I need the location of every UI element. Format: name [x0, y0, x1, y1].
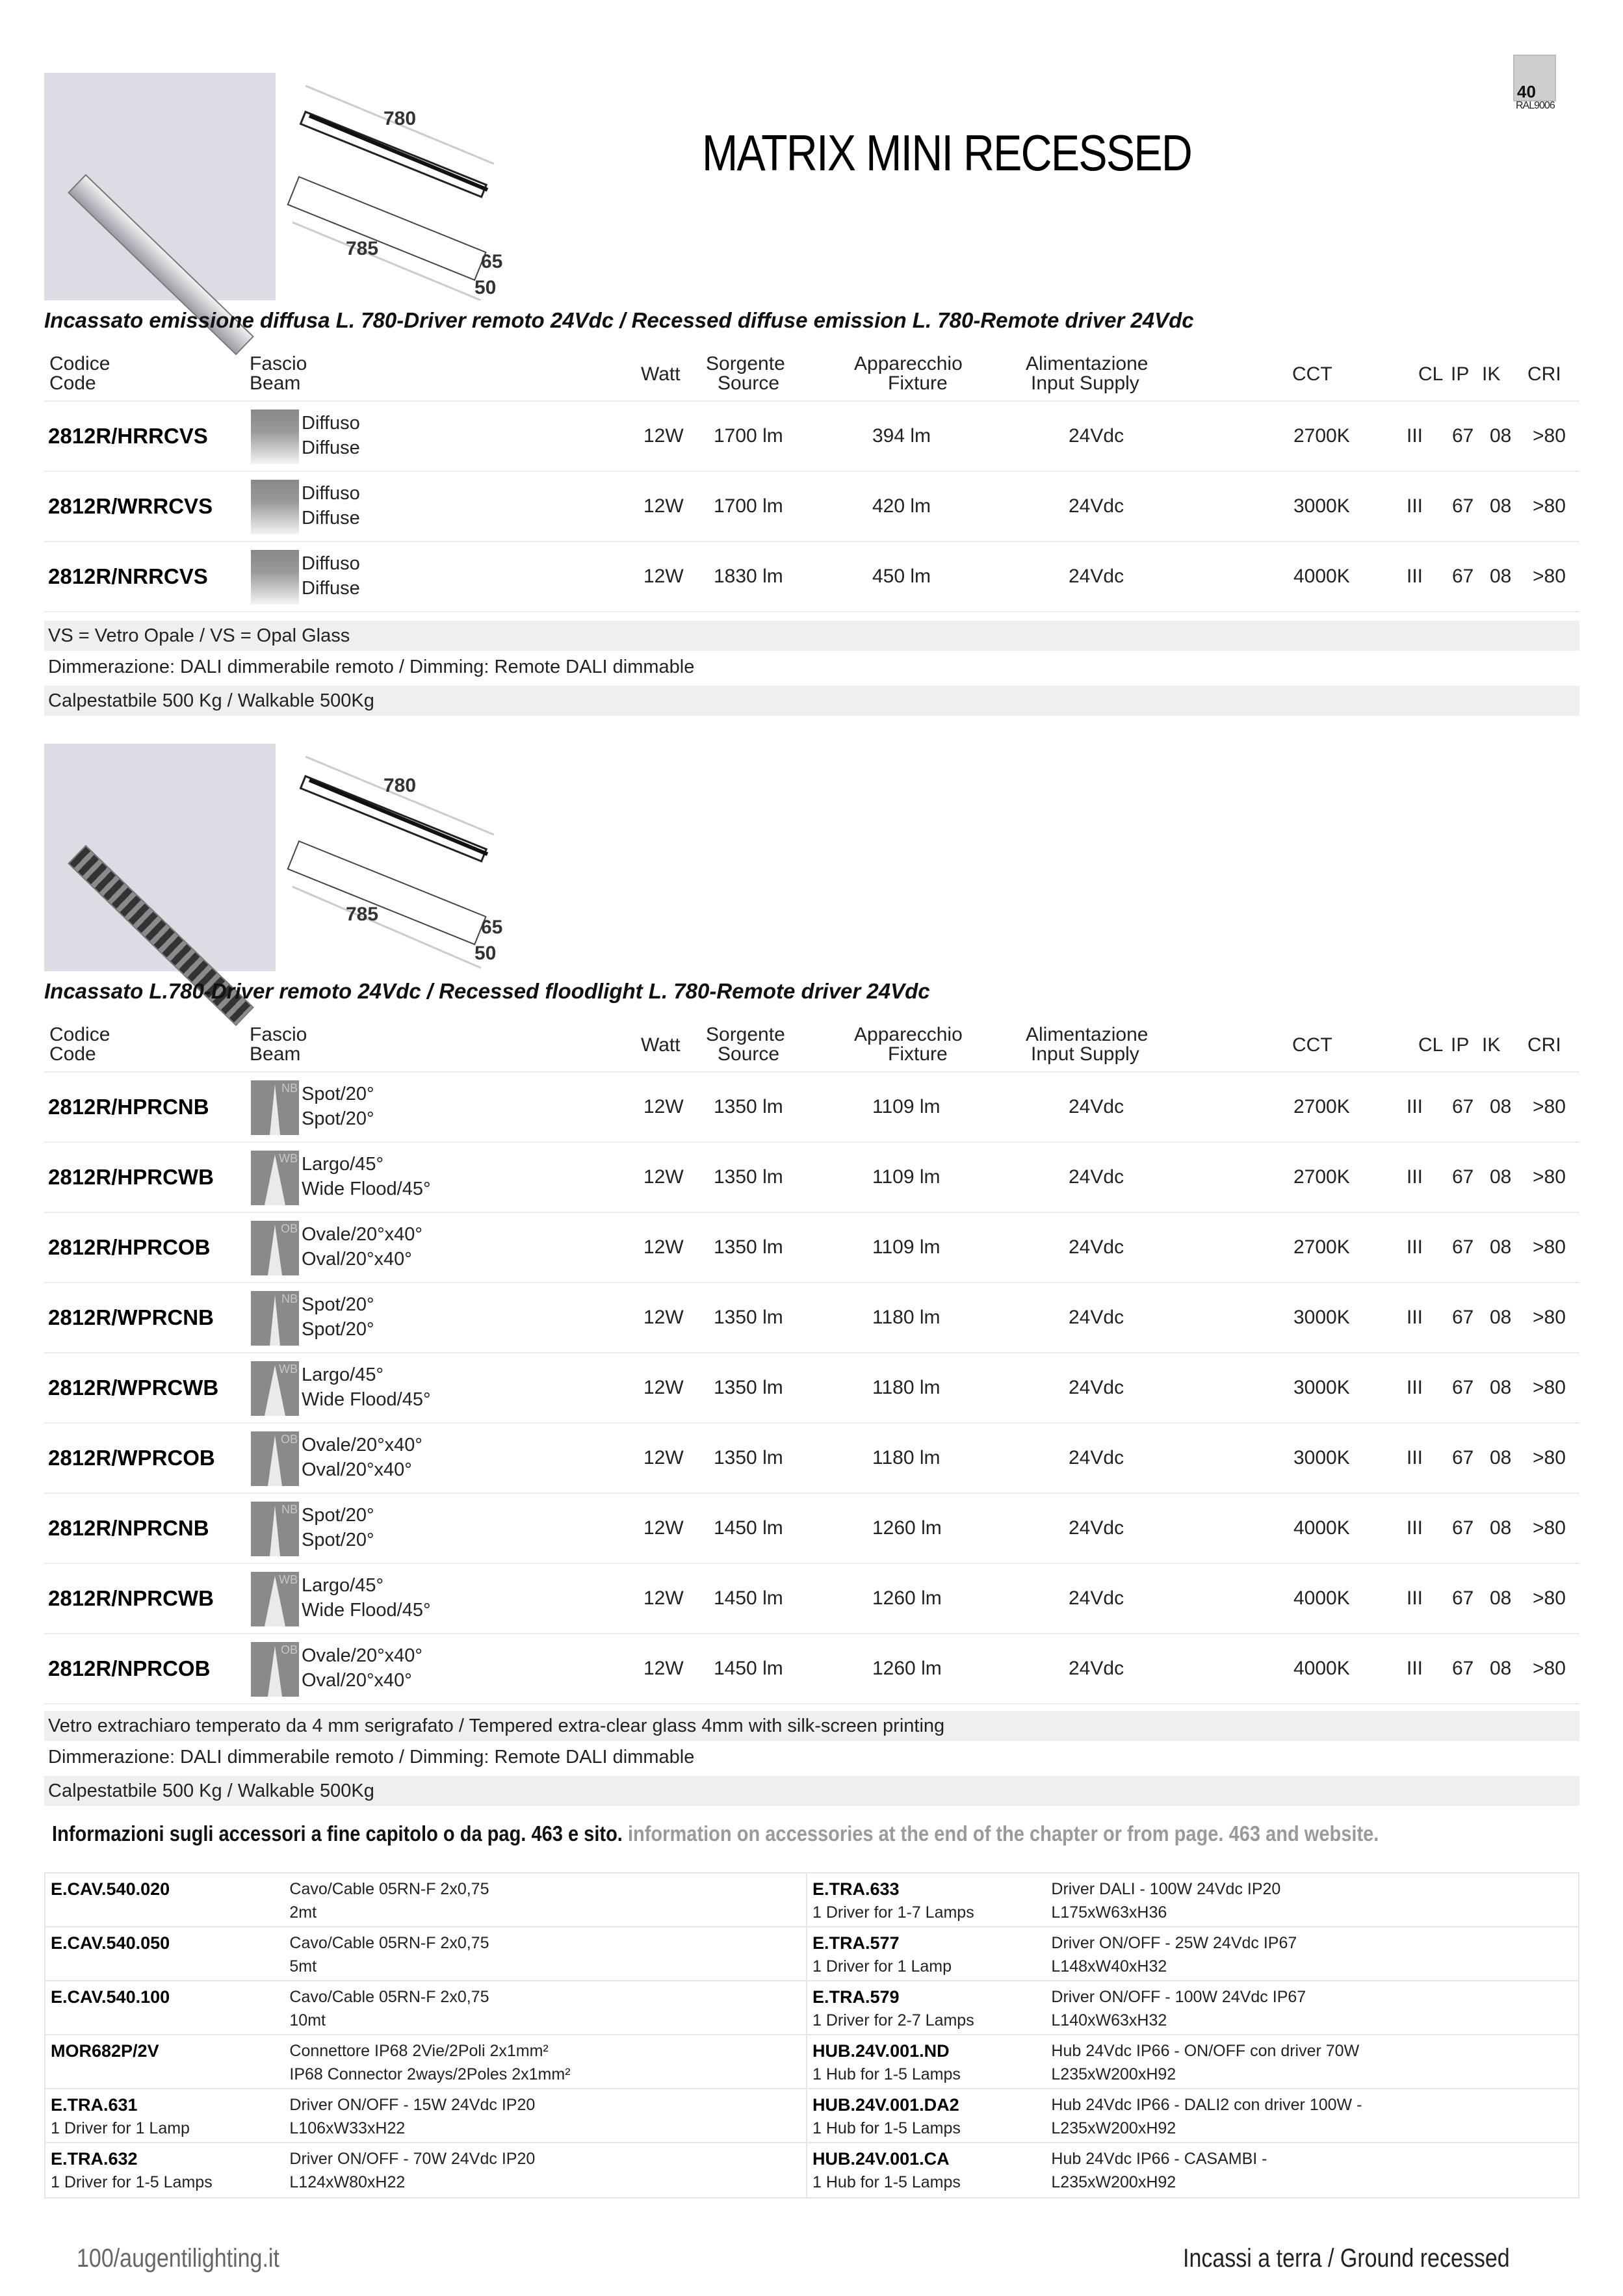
svg-text:50: 50 — [474, 943, 497, 964]
svg-text:50: 50 — [474, 277, 497, 298]
footer-website: 100/augentilighting.it — [77, 2244, 279, 2273]
oval-beam-icon: OB — [251, 1642, 299, 1697]
wide-flood-beam-icon: WB — [251, 1361, 299, 1416]
oval-beam-icon: OB — [251, 1221, 299, 1275]
spec-table-diffuse — [44, 350, 1579, 612]
accessory-row: MOR682P/2V Connettore IP68 2Vie/2Poli 2x1mm² IP68 Connector 2ways/2Poles 2x1mm² HUB.24V.001.ND 1 Hub for 1-5 Lamps Hub 24Vdc IP66 - ON/OFF con driver 70W L235xW200xH92 — [45, 2035, 1578, 2089]
product-code: 2812R/WPRCNB — [48, 1305, 214, 1329]
table-row: 2812R/NRRCVS Diffuso Diffuse 12W 1830 lm 450 lm 24Vdc 4000K III 67 08 >80 — [44, 542, 1579, 612]
product-code: 2812R/HPRCNB — [48, 1095, 209, 1119]
accessory-row: E.TRA.632 1 Driver for 1-5 Lamps Driver ON/OFF - 70W 24Vdc IP20 L124xW80xH22 HUB.24V.001.CA 1 Hub for 1-5 Lamps Hub 24Vdc IP66 - CASAMBI - L235xW200xH92 — [45, 2143, 1578, 2197]
note-dimming: Dimmerazione: DALI dimmerabile remoto / Dimming: Remote DALI dimmable — [48, 657, 695, 677]
note-glass: Vetro extrachiaro temperato da 4 mm serigrafato / Tempered extra-clear glass 4mm with silk-screen printing — [44, 1711, 1579, 1741]
accessory-row: E.TRA.631 1 Driver for 1 Lamp Driver ON/OFF - 15W 24Vdc IP20 L106xW33xH22 HUB.24V.001.DA2 1 Hub for 1-5 Lamps Hub 24Vdc IP66 - DALI2 con driver 100W - L235xW200xH92 — [45, 2089, 1578, 2143]
table-row: 2812R/WPRCWB WB Largo/45° Wide Flood/45° 12W 1350 lm 1180 lm 24Vdc 3000K III 67 08 >80 — [44, 1353, 1579, 1424]
note-dimming: Dimmerazione: DALI dimmerabile remoto / Dimming: Remote DALI dimmable — [48, 1747, 695, 1768]
product-code: 2812R/NPRCOB — [48, 1656, 211, 1680]
product-code: 2812R/HPRCWB — [48, 1165, 214, 1189]
note-glass: VS = Vetro Opale / VS = Opal Glass — [44, 621, 1579, 651]
dimension-drawing-floodlight — [286, 744, 520, 971]
product-code: 2812R/WPRCWB — [48, 1376, 219, 1400]
section-heading-floodlight: Incassato L.780-Driver remoto 24Vdc / Recessed floodlight L. 780-Remote driver 24Vdc — [44, 979, 930, 1003]
product-code: 2812R/WPRCOB — [48, 1446, 215, 1470]
product-code: 2812R/NPRCNB — [48, 1516, 209, 1540]
svg-text:780: 780 — [383, 108, 417, 129]
section-heading-diffuse: Incassato emissione diffusa L. 780-Driver remoto 24Vdc / Recessed diffuse emission L. 780-Remote driver 24Vdc — [44, 308, 1194, 332]
table-row: 2812R/NPRCWB WB Largo/45° Wide Flood/45° 12W 1450 lm 1260 lm 24Vdc 4000K III 67 08 >80 — [44, 1564, 1579, 1634]
svg-text:785: 785 — [346, 904, 379, 925]
accessories-table — [44, 1872, 1579, 2198]
spot-beam-icon: NB — [251, 1080, 299, 1135]
svg-text:65: 65 — [481, 251, 503, 272]
page-number: 40 — [1517, 82, 1536, 101]
product-code: 2812R/NPRCWB — [48, 1586, 214, 1610]
accessories-info: Informazioni sugli accessori a fine capitolo o da pag. 463 e sito. information on accessories at the end of the chapter or from page. 463 and website. — [52, 1821, 1379, 1846]
accessory-row: E.CAV.540.100 Cavo/Cable 05RN-F 2x0,75 10mt E.TRA.579 1 Driver for 2-7 Lamps Driver ON/OFF - 100W 24Vdc IP67 L140xW63xH32 — [45, 1981, 1578, 2035]
spec-table-header: Codice Code Fascio Beam Watt Sorgente Source Apparecchio Fixture Alimentazione Input Supply CCT CL IP IK CRI — [44, 1021, 1579, 1073]
spot-beam-icon: NB — [251, 1502, 299, 1556]
footer-section: Incassi a terra / Ground recessed — [1183, 2244, 1510, 2273]
svg-text:780: 780 — [383, 775, 417, 796]
note-walkable: Calpestatbile 500 Kg / Walkable 500Kg — [44, 686, 1579, 716]
product-code: 2812R/HPRCOB — [48, 1235, 211, 1259]
svg-text:65: 65 — [481, 917, 503, 938]
finish-label: RAL9006 — [1516, 100, 1555, 111]
accessory-row: E.CAV.540.020 Cavo/Cable 05RN-F 2x0,75 2mt E.TRA.633 1 Driver for 1-7 Lamps Driver DALI - 100W 24Vdc IP20 L175xW63xH36 — [45, 1873, 1578, 1927]
note-walkable: Calpestatbile 500 Kg / Walkable 500Kg — [44, 1776, 1579, 1806]
table-row: 2812R/NPRCOB OB Ovale/20°x40° Oval/20°x40° 12W 1450 lm 1260 lm 24Vdc 4000K III 67 08 >80 — [44, 1634, 1579, 1704]
diffuse-beam-icon — [251, 410, 299, 464]
dimension-drawing-diffuse — [286, 73, 520, 300]
table-row: 2812R/HRRCVS Diffuso Diffuse 12W 1700 lm 394 lm 24Vdc 2700K III 67 08 >80 — [44, 402, 1579, 472]
product-photo-diffuse — [44, 73, 276, 300]
table-row: 2812R/HPRCOB OB Ovale/20°x40° Oval/20°x40° 12W 1350 lm 1109 lm 24Vdc 2700K III 67 08 >80 — [44, 1213, 1579, 1283]
table-row: 2812R/WPRCOB OB Ovale/20°x40° Oval/20°x40° 12W 1350 lm 1180 lm 24Vdc 3000K III 67 08 >80 — [44, 1424, 1579, 1494]
spot-beam-icon: NB — [251, 1291, 299, 1346]
product-code: 2812R/NRRCVS — [48, 564, 208, 588]
diffuse-beam-icon — [251, 550, 299, 605]
product-code: 2812R/WRRCVS — [48, 494, 213, 518]
page-title: MATRIX MINI RECESSED — [702, 124, 1192, 181]
wide-flood-beam-icon: WB — [251, 1572, 299, 1626]
accessory-row: E.CAV.540.050 Cavo/Cable 05RN-F 2x0,75 5mt E.TRA.577 1 Driver for 1 Lamp Driver ON/OFF - 25W 24Vdc IP67 L148xW40xH32 — [45, 1927, 1578, 1981]
table-row: 2812R/HPRCNB NB Spot/20° Spot/20° 12W 1350 lm 1109 lm 24Vdc 2700K III 67 08 >80 — [44, 1073, 1579, 1143]
spec-table-floodlight — [44, 1021, 1579, 1704]
table-row: 2812R/NPRCNB NB Spot/20° Spot/20° 12W 1450 lm 1260 lm 24Vdc 4000K III 67 08 >80 — [44, 1494, 1579, 1564]
diffuse-beam-icon — [251, 480, 299, 534]
table-row: 2812R/HPRCWB WB Largo/45° Wide Flood/45° 12W 1350 lm 1109 lm 24Vdc 2700K III 67 08 >80 — [44, 1143, 1579, 1213]
svg-text:785: 785 — [346, 238, 379, 259]
spec-table-header: Codice Code Fascio Beam Watt Sorgente Source Apparecchio Fixture Alimentazione Input Supply CCT CL IP IK CRI — [44, 350, 1579, 402]
product-photo-floodlight — [44, 744, 276, 971]
oval-beam-icon: OB — [251, 1431, 299, 1486]
wide-flood-beam-icon: WB — [251, 1151, 299, 1205]
product-code: 2812R/HRRCVS — [48, 424, 208, 448]
table-row: 2812R/WPRCNB NB Spot/20° Spot/20° 12W 1350 lm 1180 lm 24Vdc 3000K III 67 08 >80 — [44, 1283, 1579, 1353]
table-row: 2812R/WRRCVS Diffuso Diffuse 12W 1700 lm 420 lm 24Vdc 3000K III 67 08 >80 — [44, 472, 1579, 542]
